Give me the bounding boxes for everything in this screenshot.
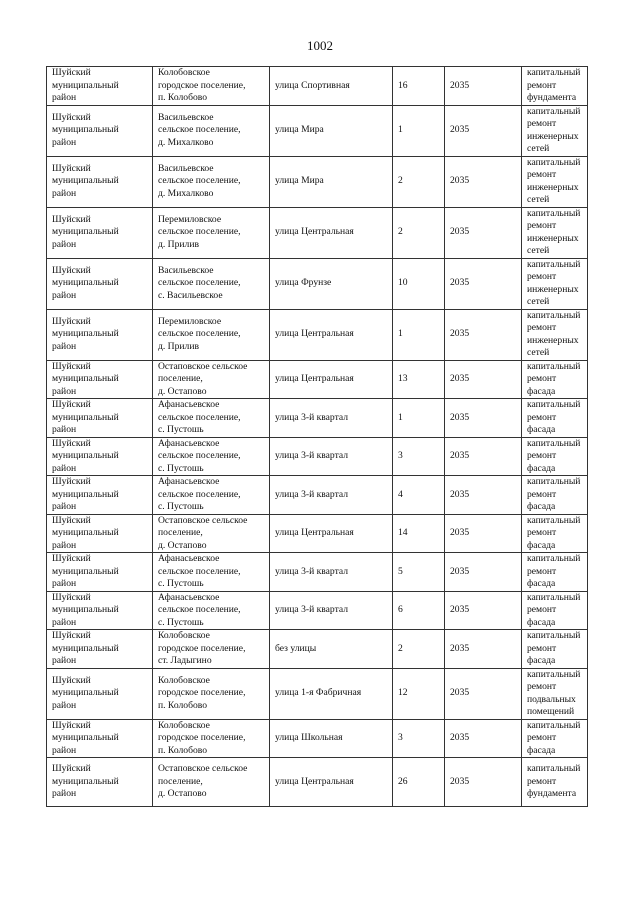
- house-number-cell: 5: [393, 553, 445, 592]
- municipal-district-cell: Шуйский муниципальный район: [47, 476, 153, 515]
- municipal-district-cell: Шуйский муниципальный район: [47, 758, 153, 807]
- table-row: [47, 437, 588, 476]
- year-cell: 2035: [445, 309, 522, 360]
- table-row: [47, 630, 588, 669]
- municipal-district-cell: Шуйский муниципальный район: [47, 719, 153, 758]
- street-cell: улица Центральная: [270, 309, 393, 360]
- year-cell: 2035: [445, 514, 522, 553]
- work-type-cell: капитальный ремонт фасада: [522, 630, 588, 669]
- settlement-cell: Остаповское сельское поселение, д. Остапово: [153, 360, 270, 399]
- year-cell: 2035: [445, 207, 522, 258]
- settlement-cell: Афанасьевское сельское поселение, с. Пустошь: [153, 591, 270, 630]
- house-number-cell: 12: [393, 668, 445, 719]
- settlement-cell: Афанасьевское сельское поселение, с. Пустошь: [153, 476, 270, 515]
- settlement-cell: Афанасьевское сельское поселение, с. Пустошь: [153, 399, 270, 438]
- house-number-cell: 2: [393, 207, 445, 258]
- table-row: [47, 668, 588, 719]
- work-type-cell: капитальный ремонт подвальных помещений: [522, 668, 588, 719]
- street-cell: без улицы: [270, 630, 393, 669]
- street-cell: улица Мира: [270, 105, 393, 156]
- street-cell: улица Спортивная: [270, 67, 393, 106]
- settlement-cell: Колобовское городское поселение, п. Колобово: [153, 67, 270, 106]
- street-cell: улица Центральная: [270, 360, 393, 399]
- municipal-district-cell: Шуйский муниципальный район: [47, 207, 153, 258]
- table-row: [47, 399, 588, 438]
- house-number-cell: 16: [393, 67, 445, 106]
- year-cell: 2035: [445, 258, 522, 309]
- table-row: [47, 514, 588, 553]
- work-type-cell: капитальный ремонт фасада: [522, 360, 588, 399]
- street-cell: улица 3-й квартал: [270, 399, 393, 438]
- work-type-cell: капитальный ремонт фундамента: [522, 758, 588, 807]
- work-type-cell: капитальный ремонт инженерных сетей: [522, 207, 588, 258]
- municipal-district-cell: Шуйский муниципальный район: [47, 258, 153, 309]
- municipal-district-cell: Шуйский муниципальный район: [47, 630, 153, 669]
- street-cell: улица 3-й квартал: [270, 437, 393, 476]
- year-cell: 2035: [445, 156, 522, 207]
- work-type-cell: капитальный ремонт фасада: [522, 476, 588, 515]
- settlement-cell: Перемиловское сельское поселение, д. Прилив: [153, 309, 270, 360]
- year-cell: 2035: [445, 591, 522, 630]
- year-cell: 2035: [445, 67, 522, 106]
- street-cell: улица Центральная: [270, 514, 393, 553]
- house-number-cell: 26: [393, 758, 445, 807]
- municipal-district-cell: Шуйский муниципальный район: [47, 399, 153, 438]
- house-number-cell: 3: [393, 437, 445, 476]
- year-cell: 2035: [445, 668, 522, 719]
- municipal-district-cell: Шуйский муниципальный район: [47, 156, 153, 207]
- year-cell: 2035: [445, 719, 522, 758]
- work-type-cell: капитальный ремонт фундамента: [522, 67, 588, 106]
- work-type-cell: капитальный ремонт фасада: [522, 399, 588, 438]
- settlement-cell: Колобовское городское поселение, п. Колобово: [153, 719, 270, 758]
- work-type-cell: капитальный ремонт инженерных сетей: [522, 105, 588, 156]
- page-number: 1002: [307, 38, 333, 53]
- year-cell: 2035: [445, 105, 522, 156]
- municipal-district-cell: Шуйский муниципальный район: [47, 360, 153, 399]
- year-cell: 2035: [445, 553, 522, 592]
- house-number-cell: 10: [393, 258, 445, 309]
- work-type-cell: капитальный ремонт фасада: [522, 591, 588, 630]
- street-cell: улица Центральная: [270, 758, 393, 807]
- settlement-cell: Афанасьевское сельское поселение, с. Пустошь: [153, 437, 270, 476]
- settlement-cell: Васильевское сельское поселение, д. Михалково: [153, 156, 270, 207]
- municipal-district-cell: Шуйский муниципальный район: [47, 105, 153, 156]
- table-row: [47, 309, 588, 360]
- year-cell: 2035: [445, 360, 522, 399]
- work-type-cell: капитальный ремонт инженерных сетей: [522, 258, 588, 309]
- year-cell: 2035: [445, 630, 522, 669]
- year-cell: 2035: [445, 437, 522, 476]
- street-cell: улица 3-й квартал: [270, 553, 393, 592]
- settlement-cell: Колобовское городское поселение, п. Колобово: [153, 668, 270, 719]
- street-cell: улица 3-й квартал: [270, 591, 393, 630]
- house-number-cell: 3: [393, 719, 445, 758]
- table-row: [47, 207, 588, 258]
- settlement-cell: Колобовское городское поселение, ст. Ладыгино: [153, 630, 270, 669]
- table-row: [47, 258, 588, 309]
- table-row: [47, 360, 588, 399]
- municipal-district-cell: Шуйский муниципальный район: [47, 514, 153, 553]
- street-cell: улица 3-й квартал: [270, 476, 393, 515]
- municipal-district-cell: Шуйский муниципальный район: [47, 67, 153, 106]
- settlement-cell: Афанасьевское сельское поселение, с. Пустошь: [153, 553, 270, 592]
- house-number-cell: 13: [393, 360, 445, 399]
- house-number-cell: 14: [393, 514, 445, 553]
- year-cell: 2035: [445, 476, 522, 515]
- house-number-cell: 6: [393, 591, 445, 630]
- street-cell: улица 1-я Фабричная: [270, 668, 393, 719]
- street-cell: улица Фрунзе: [270, 258, 393, 309]
- street-cell: улица Центральная: [270, 207, 393, 258]
- table-row: [47, 758, 588, 807]
- municipal-district-cell: Шуйский муниципальный район: [47, 553, 153, 592]
- house-number-cell: 1: [393, 105, 445, 156]
- work-type-cell: капитальный ремонт фасада: [522, 514, 588, 553]
- repair-schedule-table: [46, 66, 588, 807]
- house-number-cell: 1: [393, 399, 445, 438]
- table-row: [47, 156, 588, 207]
- table-row: [47, 67, 588, 106]
- table-row: [47, 105, 588, 156]
- work-type-cell: капитальный ремонт фасада: [522, 553, 588, 592]
- street-cell: улица Школьная: [270, 719, 393, 758]
- municipal-district-cell: Шуйский муниципальный район: [47, 668, 153, 719]
- work-type-cell: капитальный ремонт инженерных сетей: [522, 309, 588, 360]
- settlement-cell: Васильевское сельское поселение, с. Васильевское: [153, 258, 270, 309]
- house-number-cell: 4: [393, 476, 445, 515]
- table-row: [47, 591, 588, 630]
- settlement-cell: Перемиловское сельское поселение, д. Прилив: [153, 207, 270, 258]
- house-number-cell: 2: [393, 156, 445, 207]
- work-type-cell: капитальный ремонт инженерных сетей: [522, 156, 588, 207]
- municipal-district-cell: Шуйский муниципальный район: [47, 591, 153, 630]
- table-row: [47, 476, 588, 515]
- street-cell: улица Мира: [270, 156, 393, 207]
- house-number-cell: 2: [393, 630, 445, 669]
- settlement-cell: Васильевское сельское поселение, д. Михалково: [153, 105, 270, 156]
- table-row: [47, 553, 588, 592]
- settlement-cell: Остаповское сельское поселение, д. Остапово: [153, 758, 270, 807]
- work-type-cell: капитальный ремонт фасада: [522, 719, 588, 758]
- municipal-district-cell: Шуйский муниципальный район: [47, 309, 153, 360]
- work-type-cell: капитальный ремонт фасада: [522, 437, 588, 476]
- house-number-cell: 1: [393, 309, 445, 360]
- year-cell: 2035: [445, 399, 522, 438]
- settlement-cell: Остаповское сельское поселение, д. Остапово: [153, 514, 270, 553]
- year-cell: 2035: [445, 758, 522, 807]
- table-row: [47, 719, 588, 758]
- municipal-district-cell: Шуйский муниципальный район: [47, 437, 153, 476]
